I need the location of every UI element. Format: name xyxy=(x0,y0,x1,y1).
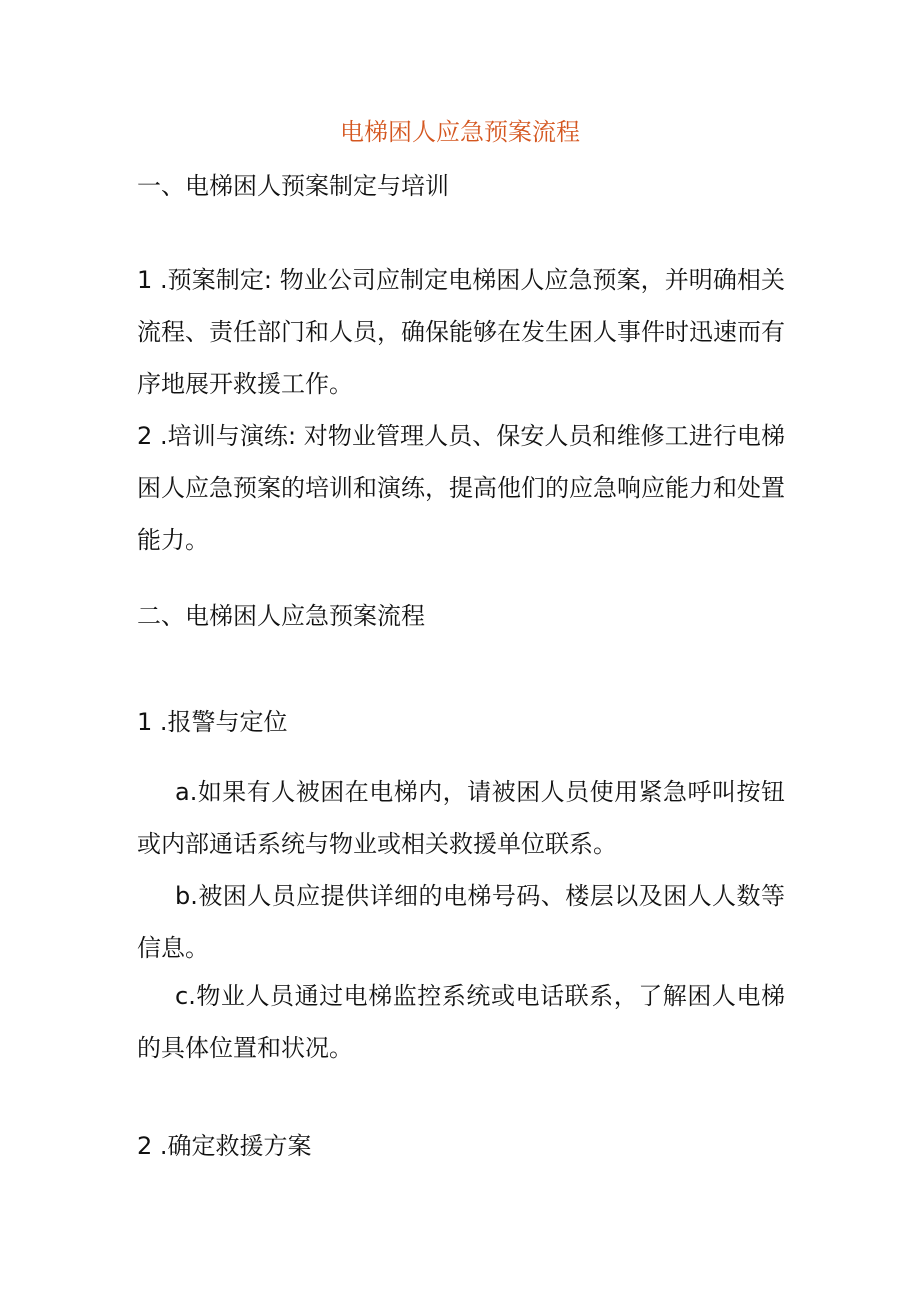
section-1-heading: 一、电梯困人预案制定与培训 xyxy=(137,172,449,200)
section-1-item-2: 2 .培训与演练: 对物业管理人员、保安人员和维修工进行电梯困人应急预案的培训和演练，提高他们的应急响应能力和处置能力。 xyxy=(137,422,785,554)
section-2-heading: 二、电梯困人应急预案流程 xyxy=(137,602,425,630)
step-1-item-b: b.被困人员应提供详细的电梯号码、楼层以及困人人数等信息。 xyxy=(137,882,785,962)
document-title: 电梯困人应急预案流程 xyxy=(340,118,580,146)
step-1-item-a: a.如果有人被困在电梯内，请被困人员使用紧急呼叫按钮或内部通话系统与物业或相关救援单位联系。 xyxy=(137,778,785,858)
step-2-heading: 2 .确定救援方案 xyxy=(137,1132,312,1160)
step-1-item-c: c.物业人员通过电梯监控系统或电话联系，了解困人电梯的具体位置和状况。 xyxy=(137,982,785,1062)
section-1-item-1: 1 .预案制定: 物业公司应制定电梯困人应急预案，并明确相关流程、责任部门和人员，确保能够在发生困人事件时迅速而有序地展开救援工作。 xyxy=(137,266,785,398)
step-1-heading: 1 .报警与定位 xyxy=(137,708,288,736)
